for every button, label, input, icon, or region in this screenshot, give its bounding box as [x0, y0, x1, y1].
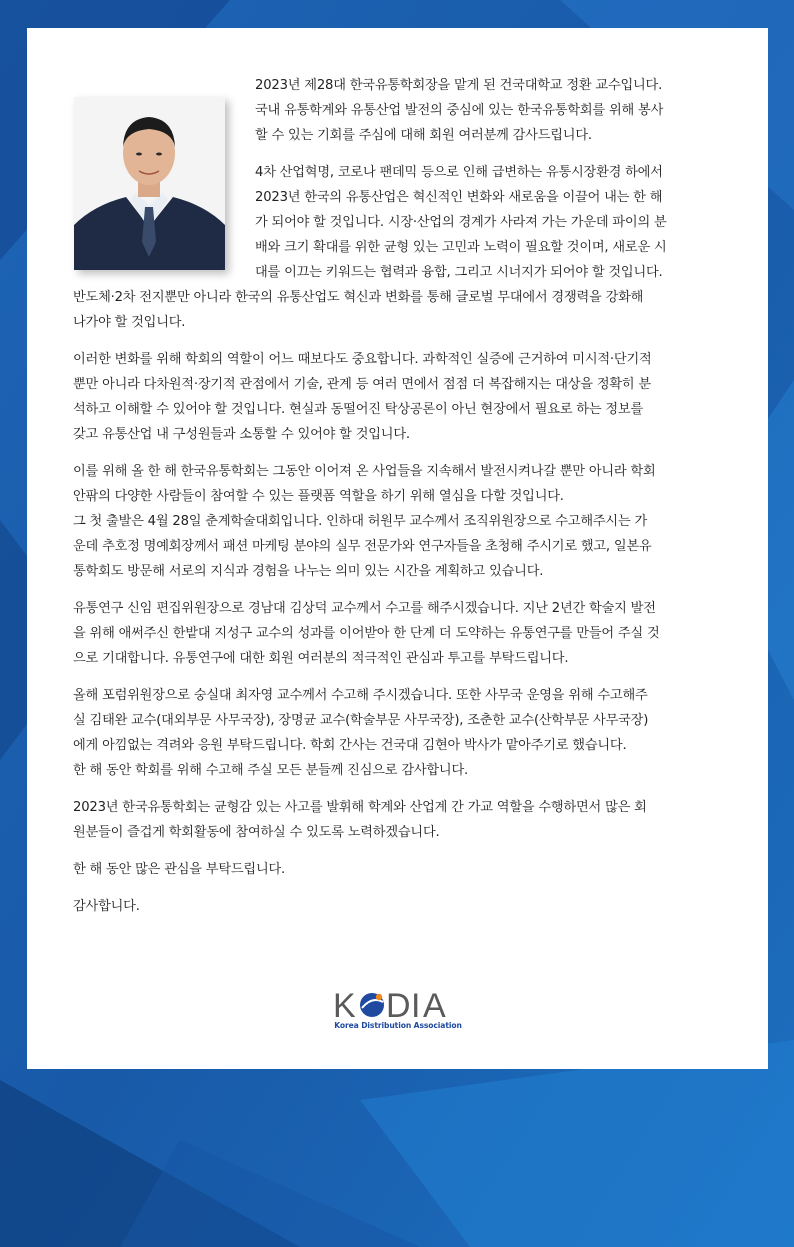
text-line: 가 되어야 할 것입니다. 시장·산업의 경계가 사라져 가는 가운데 파이의 분: [255, 215, 667, 230]
text-line: 유통연구 신임 편집위원장으로 경남대 김상덕 교수께서 수고를 해주시겠습니다. 지난 2년간 학술지 발전: [73, 601, 656, 616]
text-line: 안팎의 다양한 사람들이 참여할 수 있는 플랫폼 역할을 하기 위해 열심을 다할 것입니다.: [73, 489, 564, 504]
text-line: 통학회도 방문해 서로의 지식과 경험을 나누는 의미 있는 시간을 계획하고 있습니다.: [73, 564, 544, 579]
text-line: 배와 크기 확대를 위한 균형 있는 고민과 노력이 필요할 것이며, 새로운 시: [255, 240, 667, 255]
text-line: 한 해 동안 많은 관심을 부탁드립니다.: [73, 862, 286, 877]
kodia-wordmark: [333, 986, 463, 1020]
text-line: 운데 추호정 명예회장께서 패션 마케팅 분야의 실무 전문가와 연구자들을 초청해 주시기로 했고, 일본유: [73, 539, 652, 554]
text-line: 감사합니다.: [73, 899, 140, 914]
paragraph-plans: [73, 459, 723, 584]
text-line: 올해 포럼위원장으로 숭실대 최자영 교수께서 수고해 주시겠습니다. 또한 사무국 운영을 위해 수고해주: [73, 688, 648, 703]
text-line: 갖고 유통산업 내 구성원들과 소통할 수 있어야 할 것입니다.: [73, 427, 410, 442]
letter-body: [73, 73, 723, 931]
logo-letter-d: D: [386, 987, 411, 1020]
logo-subtitle: Korea Distribution Association: [334, 1021, 462, 1030]
paragraph-greeting: [255, 73, 723, 148]
logo-letter-k: K: [333, 987, 356, 1020]
text-line: 석하고 이해할 수 있어야 할 것입니다. 현실과 동떨어진 탁상공론이 아닌 현장에서 필요로 하는 정보를: [73, 402, 643, 417]
text-line: 2023년 한국의 유통산업은 혁신적인 변화와 새로움을 이끌어 내는 한 해: [255, 190, 663, 205]
letter-card: [27, 28, 768, 1069]
intro-block: [73, 73, 723, 285]
text-line: 실 김태완 교수(대외부문 사무국장), 장명균 교수(학술부문 사무국장), 조춘한 교수(산학부문 사무국장): [73, 713, 649, 728]
paragraph-request: [73, 857, 723, 882]
logo-globe-icon: [360, 993, 384, 1017]
paragraph-role: [73, 347, 723, 447]
text-line: 그 첫 출발은 4월 28일 춘계학술대회입니다. 인하대 허원무 교수께서 조직위원장으로 수고해주시는 가: [73, 514, 648, 529]
paragraph-industry-change: [255, 160, 723, 285]
text-line: 반도체·2차 전지뿐만 아니라 한국의 유통산업도 혁신과 변화를 통해 글로벌 무대에서 경쟁력을 강화해: [73, 290, 644, 305]
logo-letter-i: I: [411, 987, 421, 1020]
text-line: 2023년 한국유통학회는 균형감 있는 사고를 발휘해 학계와 산업계 간 가교 역할을 수행하면서 많은 회: [73, 800, 647, 815]
kodia-logo: [333, 986, 463, 1034]
text-line: 할 수 있는 기회를 주심에 대해 회원 여러분께 감사드립니다.: [255, 128, 592, 143]
paragraph-thanks: [73, 894, 723, 919]
text-line: 한 해 동안 학회를 위해 수고해 주실 모든 분들께 진심으로 감사합니다.: [73, 763, 469, 778]
text-line: 이러한 변화를 위해 학회의 역할이 어느 때보다도 중요합니다. 과학적인 실증에 근거하여 미시적·단기적: [73, 352, 652, 367]
text-line: 이를 위해 올 한 해 한국유통학회는 그동안 이어져 온 사업들을 지속해서 발전시켜나갈 뿐만 아니라 학회: [73, 464, 656, 479]
text-line: 나가야 할 것입니다.: [73, 315, 186, 330]
paragraph-industry-change-cont: [73, 285, 723, 335]
text-line: 뿐만 아니라 다차원적·장기적 관점에서 기술, 관계 등 여러 면에서 점점 더 복잡해지는 대상을 정확히 분: [73, 377, 651, 392]
text-line: 대를 이끄는 키워드는 협력과 융합, 그리고 시너지가 되어야 할 것입니다.: [255, 265, 663, 280]
logo-letter-a: A: [423, 987, 446, 1020]
text-line: 원분들이 즐겁게 학회활동에 참여하실 수 있도록 노력하겠습니다.: [73, 825, 440, 840]
paragraph-staff: [73, 683, 723, 783]
paragraph-commitment: [73, 795, 723, 845]
paragraph-journal: [73, 596, 723, 671]
text-line: 국내 유통학계와 유통산업 발전의 중심에 있는 한국유통학회를 위해 봉사: [255, 103, 664, 118]
text-line: 4차 산업혁명, 코로나 팬데믹 등으로 인해 급변하는 유통시장환경 하에서: [255, 165, 663, 180]
text-line: 2023년 제28대 한국유통학회장을 맡게 된 건국대학교 정환 교수입니다.: [255, 78, 663, 93]
text-line: 을 위해 애써주신 한밭대 지성구 교수의 성과를 이어받아 한 단계 더 도약하는 유통연구를 만들어 주실 것: [73, 626, 660, 641]
text-line: 에게 아낌없는 격려와 응원 부탁드립니다. 학회 간사는 건국대 김현아 박사가 맡아주기로 했습니다.: [73, 738, 627, 753]
text-line: 으로 기대합니다. 유통연구에 대한 회원 여러분의 적극적인 관심과 투고를 부탁드립니다.: [73, 651, 569, 666]
